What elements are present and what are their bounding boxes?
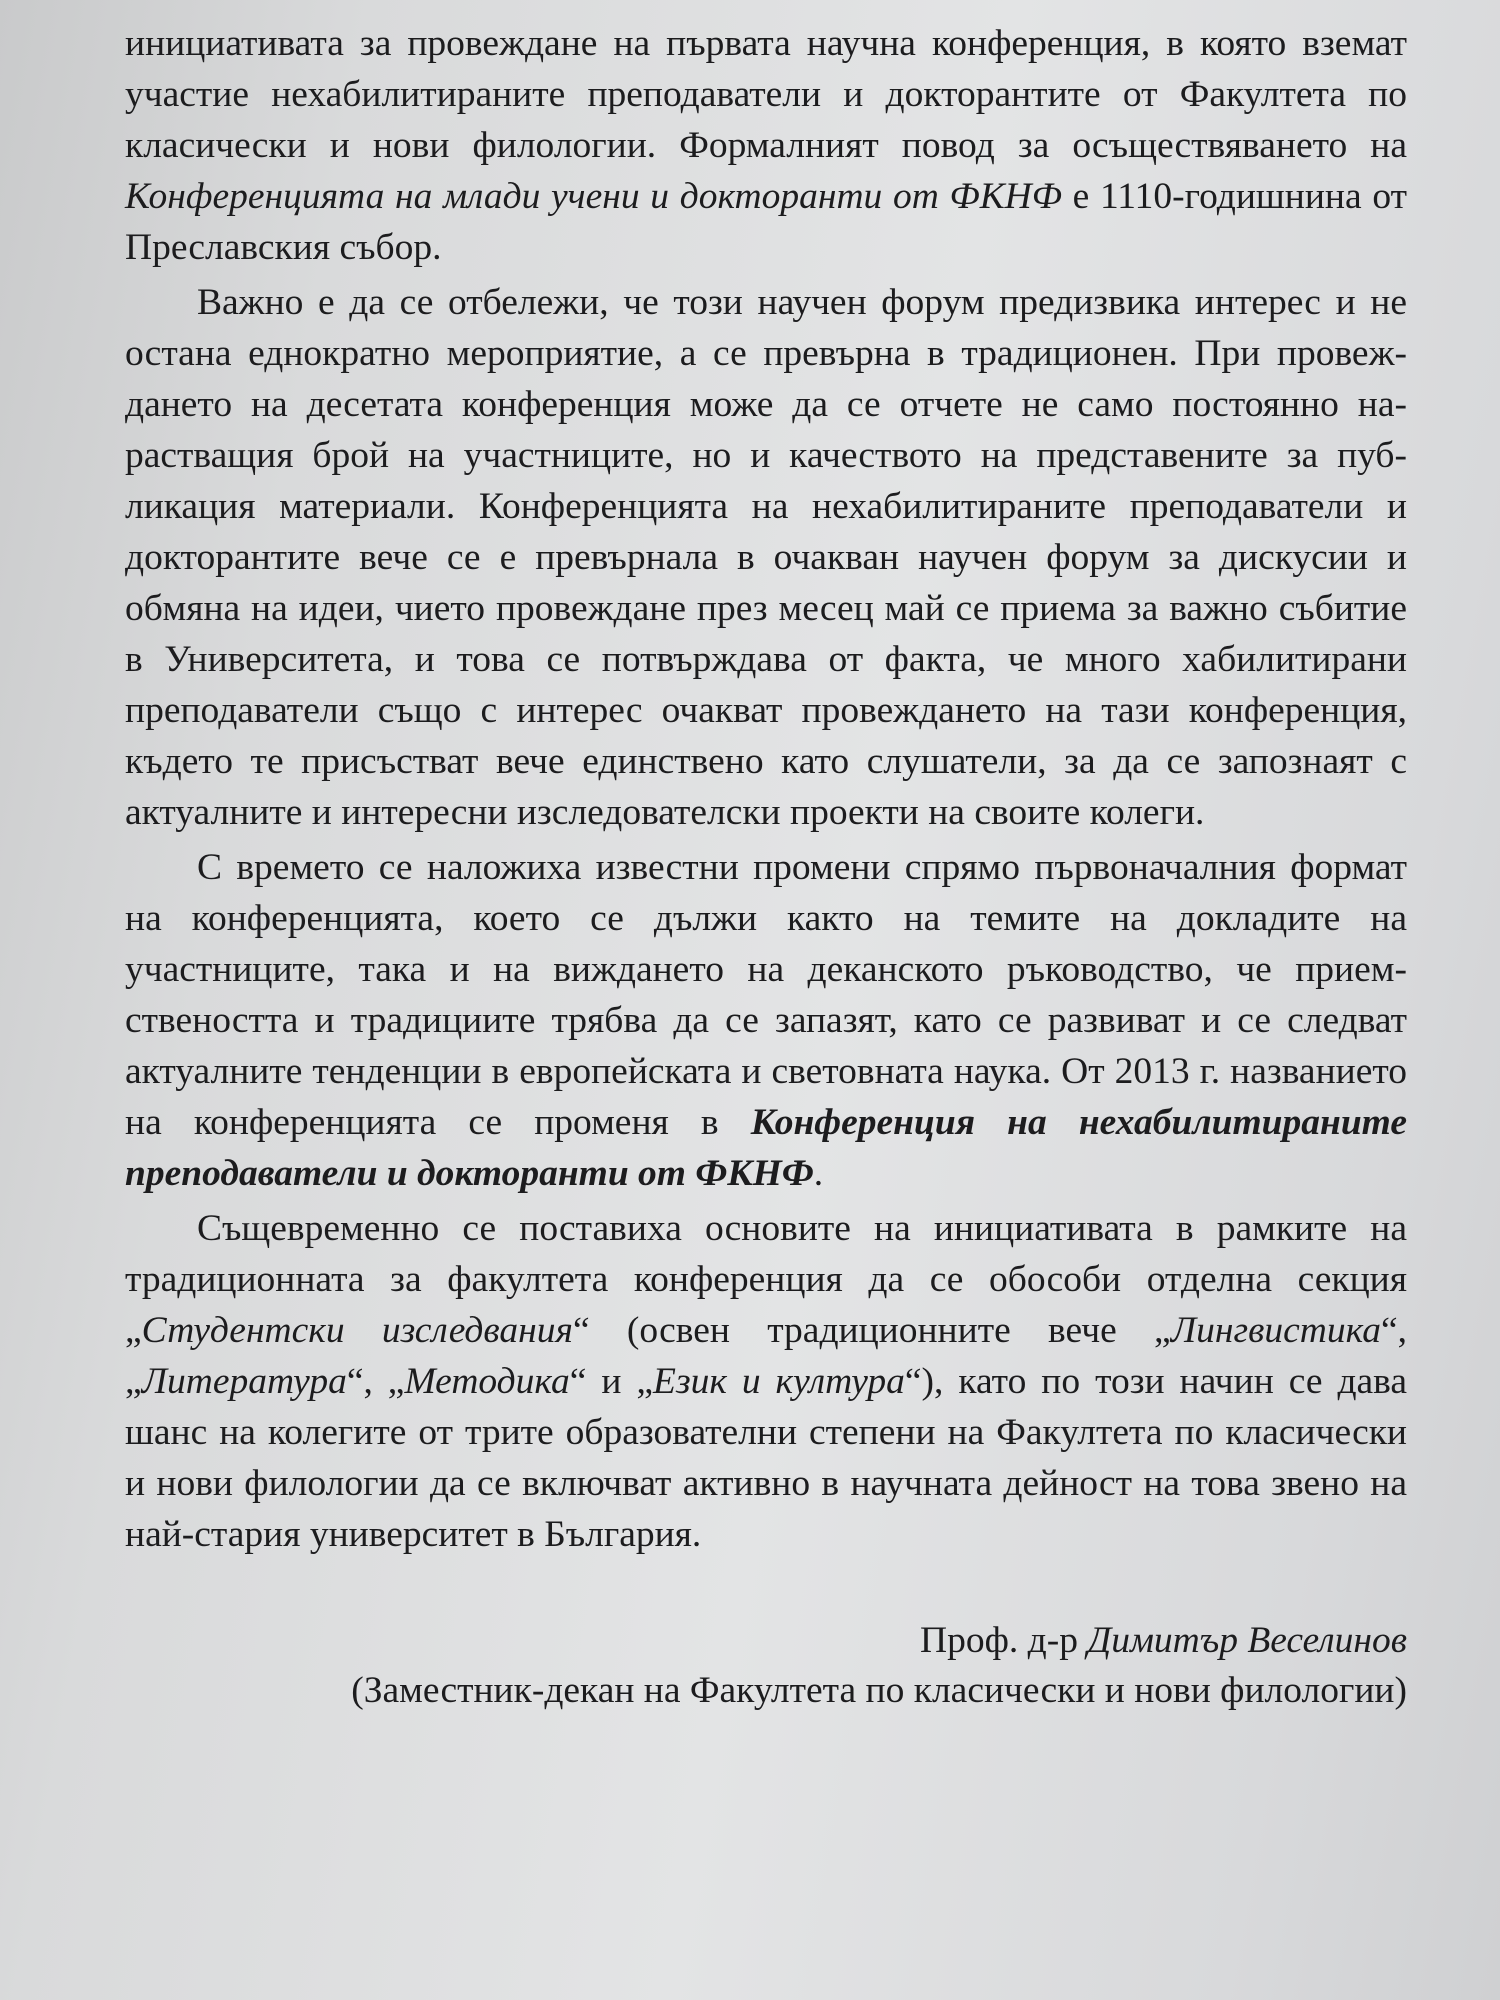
paragraph-text: инициативата за провеждане на първата научна конференция, в която вземат участие нехабилитираните преподаватели и докторантите от Факултета по класически и нови филологии. Формалният повод за осъществяването на [125, 23, 1407, 166]
paragraph-1 [125, 18, 1407, 273]
paragraph-text: “, „ [346, 1361, 405, 1402]
signature-title: Проф. д-р [920, 1620, 1088, 1661]
emphasis-text: Методика [404, 1361, 570, 1402]
signature-line [125, 1616, 1407, 1666]
emphasis-text: Конференция на нехабилитираните преподаватели и докторанти от ФКНФ [125, 1102, 1407, 1194]
paragraph-2 [125, 277, 1407, 838]
emphasis-text: Език и култура [653, 1361, 905, 1402]
paragraph-text: С времето се наложиха известни промени спрямо първоначалния формат на конференцията, което се дължи както на темите на докладите на участниците, така и на виждането на деканското ръководство, че приемствеността и традициите трябва да се запазят, като се развиват и се следват актуалните тенденции в европейската и световната наука. От 2013 г. названието на конференцията се променя в [125, 847, 1407, 1143]
body-text [125, 18, 1407, 1560]
emphasis-text: Студентски изследвания [141, 1310, 573, 1351]
paragraph-text: Важно е да се отбележи, че този научен форум предизвика интерес и не остана еднократно мероприятие, а се превърна в традиционен. При провеждането на десетата конференция може да се отчете не само постоянно нарастващия брой на участниците, но и качеството на представените за публикация материали. Конференцията на нехабилитираните преподаватели и докторантите вече се е превърнала в очакван научен форум за дискусии и обмяна на идеи, чието провеждане през месец май се приема за важно събитие в Университета, и това се потвърждава от факта, че много хабилитирани преподаватели също с интерес очакват провеждането на тази конференция, където те присъстват вече единствено като слушатели, за да се запознаят с актуалните и интересни изследователски проекти на своите колеги. [125, 282, 1407, 833]
paragraph-text: “ (освен традиционните вече „ [572, 1310, 1171, 1351]
paragraph-text: . [813, 1153, 824, 1194]
paragraph-4 [125, 1203, 1407, 1560]
emphasis-text: Конференцията на млади учени и докторанти от ФКНФ [125, 176, 1062, 217]
paragraph-text: “), като по този начин се дава шанс на колегите от трите образователни степени на Факултета по класически и нови филологии да се включват активно в научната дейност на това звено на най-стария университет в България. [125, 1361, 1408, 1555]
emphasis-text: Литература [141, 1361, 347, 1402]
paragraph-3 [125, 842, 1407, 1199]
paragraph-text: “, „ [125, 1310, 1407, 1402]
emphasis-text: Лингвистика [1170, 1310, 1381, 1351]
paragraph-text: е 1110-годишнина от Преславския събор. [125, 176, 1407, 268]
signature-name: Димитър Веселинов [1087, 1620, 1407, 1661]
signature-position: (Заместник-декан на Факултета по класически и нови филологии) [351, 1670, 1407, 1711]
signature-block [125, 1616, 1407, 1716]
document-page [125, 18, 1407, 1716]
paragraph-text: Същевременно се поставиха основите на инициативата в рамките на традиционната за факултета конференция да се обособи отделна секция „ [125, 1208, 1407, 1351]
paragraph-text: “ и „ [569, 1361, 654, 1402]
